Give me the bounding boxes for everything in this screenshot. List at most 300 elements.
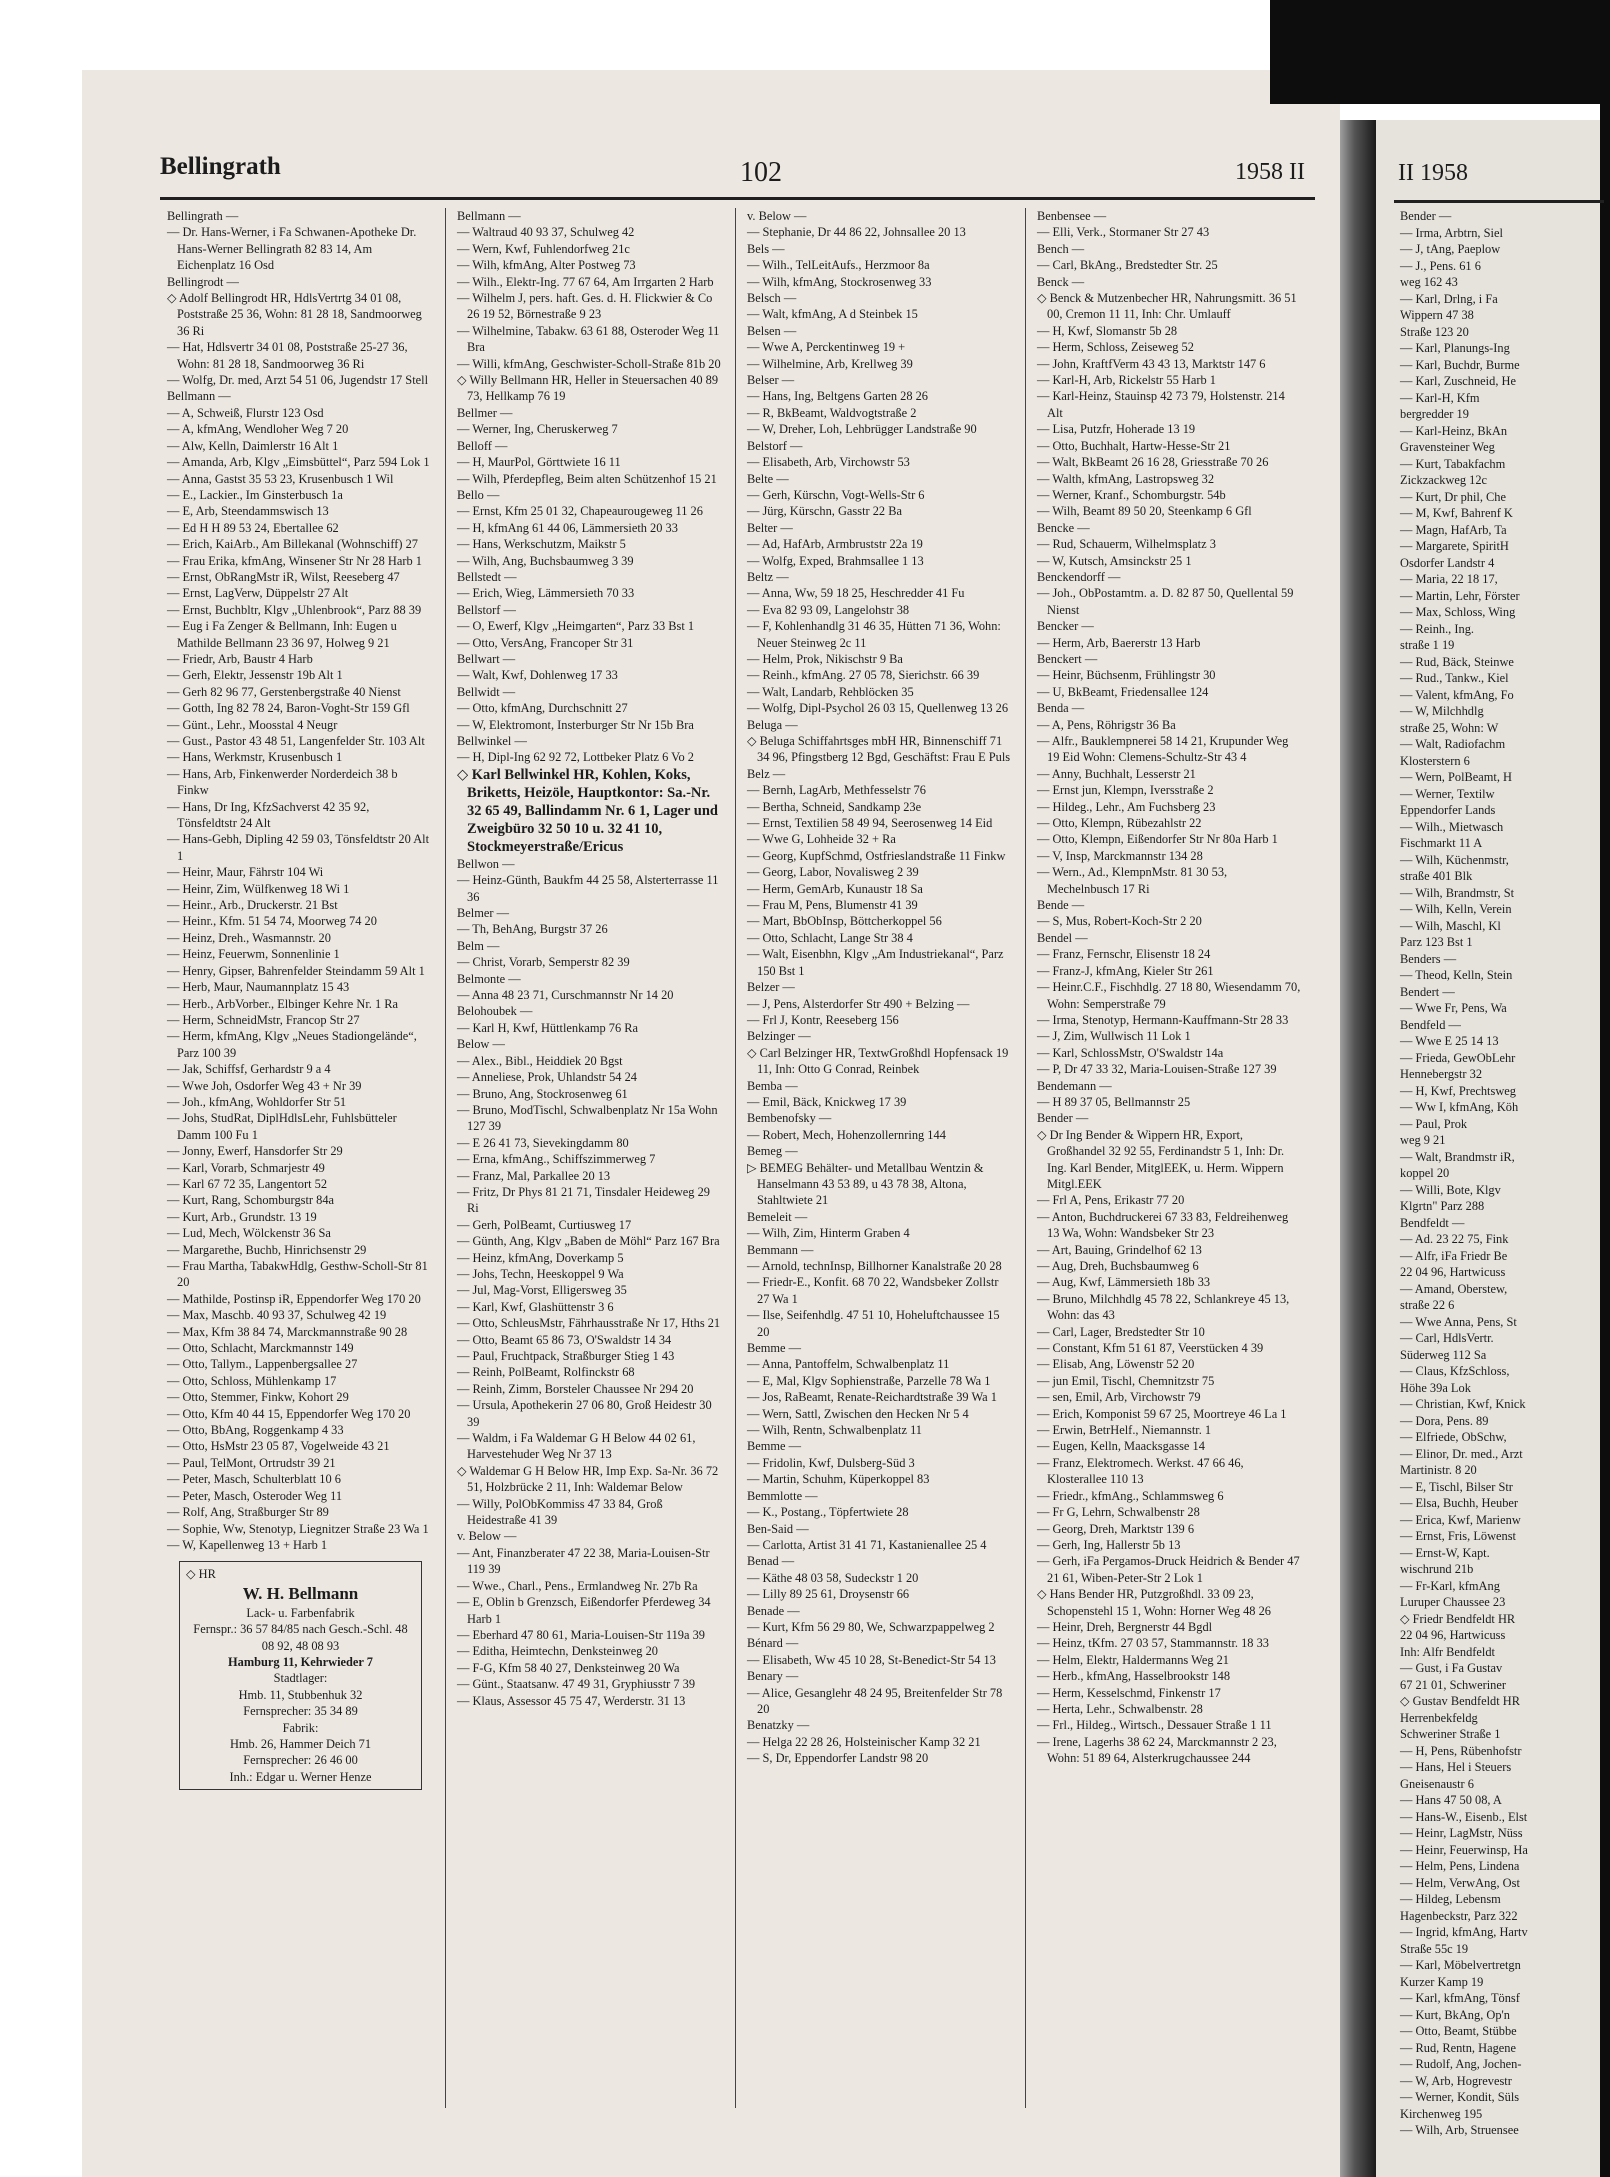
directory-entry: — Walt, Landarb, Rehblöcken 35 <box>747 684 914 699</box>
directory-entry: — Aug, Kwf, Lämmersieth 18b 33 <box>1037 1275 1211 1290</box>
directory-entry: — Otto, Beamt 65 86 73, O'Swaldstr 14 34 <box>457 1332 672 1347</box>
directory-entry: — Karl-H, Kfm <box>1400 390 1480 405</box>
directory-entry: — Hans, Ing, Beltgens Garten 28 26 <box>747 389 929 404</box>
ad-marker: ◇ HR <box>186 1567 216 1582</box>
directory-entry: — Ant, Finanzberater 47 22 38, Maria-Louisen-Str 119 39 <box>457 1545 710 1577</box>
directory-entry: — Arnold, technInsp, Billhorner Kanalstraße 20 28 <box>747 1259 1002 1273</box>
directory-entry: Schweriner Straße 1 <box>1400 1727 1501 1741</box>
directory-entry: — Wern, PolBeamt, H <box>1400 770 1512 784</box>
directory-entry: — Reinh., kfmAng. 27 05 78, Sierichstr. 66 39 <box>747 668 980 683</box>
directory-entry: — Joh., kfmAng, Wohldorfer Str 51 <box>167 1094 347 1109</box>
directory-entry: — Georg, KupfSchmd, Ostfrieslandstraße 11 Finkw <box>747 848 1006 863</box>
directory-entry: — Otto, Schloss, Mühlenkamp 17 <box>167 1373 337 1388</box>
directory-entry: — Heinr, Maur, Fährstr 104 Wi <box>167 865 324 880</box>
column-1 <box>162 208 432 2108</box>
directory-entry: — H 89 37 05, Bellmannstr 25 <box>1037 1094 1191 1109</box>
directory-entry: — Karl, Zuschneid, He <box>1400 374 1516 388</box>
directory-entry: — Otto, Klempn, Rübezahlstr 22 <box>1037 816 1202 831</box>
directory-entry: — Wwe G, Lohheide 32 + Ra <box>747 832 896 847</box>
directory-entry: — Wilh, Rentn, Schwalbenplatz 11 <box>747 1423 923 1438</box>
directory-entry: — Wilh, Pferdepfleg, Beim alten Schützenhof 15 21 <box>457 471 717 486</box>
directory-entry: — Karl 67 72 35, Langentort 52 <box>167 1176 328 1191</box>
directory-entry: — Reinh, Zimm, Borsteler Chaussee Nr 294 20 <box>457 1381 694 1396</box>
directory-entry: Martinistr. 8 20 <box>1400 1463 1477 1477</box>
directory-entry: — Max, Schloss, Wing <box>1400 605 1516 619</box>
directory-entry: — Anna, Ww, 59 18 25, Heschredder 41 Fu <box>747 586 965 601</box>
ad-line: Hamburg 11, Kehrwieder 7 <box>227 1654 373 1669</box>
directory-entry: — Ernst, Buchbltr, Klgv „Uhlenbrook“, Parz 88 39 <box>167 602 422 617</box>
directory-entry: — Irma, Stenotyp, Hermann-Kauffmann-Str 28 33 <box>1037 1012 1289 1027</box>
column-4 <box>1032 208 1302 2108</box>
directory-entry: — Kurt, Kfm 56 29 80, We, Schwarzpappelweg 2 <box>747 1619 995 1634</box>
directory-entry: Höhe 39a Lok <box>1400 1380 1471 1395</box>
directory-entry: — Elfriede, ObSchw, <box>1400 1430 1507 1444</box>
directory-entry: — Wilhelmine, Tabakw. 63 61 88, Osteroder Weg 11 Bra <box>457 323 720 355</box>
directory-entry: — Gerh, Kürschn, Vogt-Wells-Str 6 <box>747 487 925 502</box>
directory-entry: — Rud, Rentn, Hagene <box>1400 2040 1516 2055</box>
directory-entry: — Jürg, Kürschn, Gasstr 22 Ba <box>747 504 902 519</box>
directory-entry: — Constant, Kfm 51 61 87, Veerstücken 4 39 <box>1037 1341 1264 1356</box>
directory-entry: — Ernst, Fris, Löwenst <box>1400 1529 1516 1543</box>
directory-entry: — Otto, Beamt, Stübbe <box>1400 2024 1517 2038</box>
directory-entry: — Heinr, Büchsenm, Frühlingstr 30 <box>1037 668 1216 683</box>
directory-entry: — Ad. 23 22 75, Fink <box>1400 1232 1509 1246</box>
directory-entry: — Werner, Kranf., Schomburgstr. 54b <box>1037 487 1226 502</box>
directory-entry: Luruper Chaussee 23 <box>1400 1595 1506 1609</box>
ad-line: Fernspr.: 36 57 84/85 nach Gesch.-Schl. 48 08 92, 48 08 93 <box>193 1622 408 1653</box>
directory-entry: — Peter, Masch, Osteroder Weg 11 <box>167 1488 343 1503</box>
directory-entry: — Frau M, Pens, Blumenstr 41 39 <box>747 898 918 913</box>
surname-heading: Bencke — <box>1037 520 1090 535</box>
directory-entry: — Frl., Hildeg., Wirtsch., Dessauer Straße 1 11 <box>1037 1718 1272 1733</box>
surname-heading: Bemeg — <box>747 1144 798 1159</box>
directory-entry: — Karl, Drlng, i Fa <box>1400 291 1498 306</box>
surname-heading: Benad — <box>747 1554 795 1569</box>
directory-entry: — Wilh, Beamt 89 50 20, Steenkamp 6 Gfl <box>1037 504 1252 519</box>
directory-entry: — Walt, Kwf, Dohlenweg 17 33 <box>457 668 618 683</box>
directory-entry: — Frl A, Pens, Erikastr 77 20 <box>1037 1193 1185 1208</box>
directory-entry: — Wilh, Küchenmstr, <box>1400 852 1509 867</box>
running-head-right: 1958 II <box>1235 159 1305 185</box>
directory-entry: 22 04 96, Hartwicuss <box>1400 1628 1506 1642</box>
surname-heading: Belte — <box>747 471 789 486</box>
directory-entry: straße 1 19 <box>1400 638 1455 652</box>
surname-heading: Belsen — <box>747 323 797 338</box>
directory-entry: straße 25, Wohn: W <box>1400 720 1499 735</box>
directory-entry: — Fr-Karl, kfmAng <box>1400 1578 1500 1593</box>
directory-entry: — Karl, Planungs-Ing <box>1400 341 1510 355</box>
directory-entry: — Hans, Werkschutzm, Maikstr 5 <box>457 537 626 552</box>
directory-entry: — Otto, Schlacht, Lange Str 38 4 <box>747 930 913 945</box>
directory-entry: — Herm, Kesselschmd, Finkenstr 17 <box>1037 1685 1221 1700</box>
directory-entry: — Heinz, kfmAng, Doverkamp 5 <box>457 1250 624 1265</box>
directory-entry: — Karl, kfmAng, Tönsf <box>1400 1991 1520 2005</box>
directory-entry: — Wwe Fr, Pens, Wa <box>1400 1001 1507 1015</box>
directory-entry: — Joh., ObPostamtm. a. D. 82 87 50, Quellental 59 Nienst <box>1037 586 1294 617</box>
directory-entry: — Frl J, Kontr, Reeseberg 156 <box>747 1012 899 1027</box>
directory-entry: — Maria, 22 18 17, <box>1400 572 1498 586</box>
directory-entry: — Jul, Mag-Vorst, Elligersweg 35 <box>457 1283 627 1298</box>
directory-entry: — Christian, Kwf, Knick <box>1400 1397 1526 1411</box>
surname-heading: Bello — <box>457 487 500 502</box>
directory-entry: — Kurt, Rang, Schomburgstr 84a <box>167 1193 335 1208</box>
directory-entry: — Paul, Prok <box>1400 1116 1468 1131</box>
directory-entry: — Wwe Anna, Pens, St <box>1400 1314 1517 1329</box>
directory-entry: — sen, Emil, Arb, Virchowstr 79 <box>1037 1390 1201 1405</box>
directory-entry: — Bertha, Schneid, Sandkamp 23e <box>747 799 922 814</box>
directory-entry: — Ernst, Kfm 25 01 32, Chapeaurougeweg 11 26 <box>457 504 703 519</box>
directory-entry: weg 162 43 <box>1400 275 1458 289</box>
directory-entry: — Kurt, Dr phil, Che <box>1400 489 1506 504</box>
directory-entry: Eppendorfer Lands <box>1400 803 1496 817</box>
directory-entry: — Lisa, Putzfr, Hoherade 13 19 <box>1037 422 1196 437</box>
directory-entry: — V, Insp, Marckmannstr 134 28 <box>1037 848 1203 863</box>
surname-heading: Bembenofsky — <box>747 1111 832 1126</box>
directory-entry: — Carl, Lager, Bredstedter Str 10 <box>1037 1324 1205 1339</box>
directory-entry: — Hans 47 50 08, A <box>1400 1793 1502 1807</box>
directory-entry: — Heinz, Feuerwm, Sonnenlinie 1 <box>167 947 340 962</box>
directory-entry: ◇ Friedr Bendfeldt HR <box>1400 1611 1516 1626</box>
directory-entry: — Wilhelmine, Arb, Krellweg 39 <box>747 356 913 371</box>
directory-entry: — Wilh, Ang, Buchsbaumweg 3 39 <box>457 553 634 568</box>
directory-entry: — Bruno, ModTischl, Schwalbenplatz Nr 15a Wohn 127 39 <box>457 1102 718 1134</box>
surname-heading: Beltz — <box>747 569 789 584</box>
directory-entry: — Heinr., Arb., Druckerstr. 21 Bst <box>167 898 338 913</box>
directory-entry: — Ernst, LagVerw, Düppelstr 27 Alt <box>167 586 349 601</box>
directory-entry: — Herta, Lehr., Schwalbenstr. 28 <box>1037 1701 1203 1716</box>
directory-entry: — Hans, Hel i Steuers <box>1400 1760 1512 1774</box>
column-divider <box>445 208 446 2108</box>
directory-entry: — Christ, Vorarb, Semperstr 82 39 <box>457 955 630 970</box>
directory-entry: — J., Pens. 61 6 <box>1400 258 1481 273</box>
column-3 <box>742 208 1012 2108</box>
directory-entry: — Carl, HdlsVertr. <box>1400 1331 1494 1345</box>
directory-entry: — Magn, HafArb, Ta <box>1400 522 1507 537</box>
directory-entry: ◇ Benck & Mutzenbecher HR, Nahrungsmitt. 36 51 00, Cremon 11 11, Inh: Chr. Umlauff <box>1037 291 1297 322</box>
directory-entry: — Rudolf, Ang, Jochen- <box>1400 2057 1522 2071</box>
directory-entry: koppel 20 <box>1400 1166 1450 1180</box>
surname-heading: Belter — <box>747 520 793 535</box>
directory-entry: — E, Arb, Steendammswisch 13 <box>167 504 329 519</box>
directory-entry: — Wilh, Brandmstr, St <box>1400 885 1515 900</box>
directory-entry: Hennebergstr 32 <box>1400 1067 1483 1081</box>
directory-entry: — Bruno, Milchhdlg 45 78 22, Schlankreye 45 13, Wohn: das 43 <box>1037 1291 1290 1323</box>
directory-entry: — Bernh, LagArb, Methfesselstr 76 <box>747 783 926 798</box>
directory-entry: — Erich, KaiArb., Am Billekanal (Wohnschiff) 27 <box>167 537 419 552</box>
directory-entry: — Wilh., Elektr-Ing. 77 67 64, Am Irrgarten 2 Harb <box>457 274 714 289</box>
directory-entry: — Kurt, Arb., Grundstr. 13 19 <box>167 1209 317 1224</box>
surname-heading: Bendert — <box>1400 984 1455 999</box>
directory-entry: — S, Dr, Eppendorfer Landstr 98 20 <box>747 1751 929 1766</box>
surname-heading: Bellwart — <box>457 651 516 666</box>
directory-entry: — K., Postang., Töpfertwiete 28 <box>747 1505 909 1520</box>
directory-entry: — H, Kwf, Prechtsweg <box>1400 1083 1516 1098</box>
surname-heading: Bemmann — <box>747 1242 814 1257</box>
surname-heading: Ben-Said — <box>747 1521 809 1536</box>
directory-entry: — W, Arb, Hogrevestr <box>1400 2073 1512 2088</box>
directory-entry: — Anton, Buchdruckerei 67 33 83, Feldreihenweg 13 Wa, Wohn: Wandsbeker Str 23 <box>1037 1209 1289 1241</box>
directory-entry: — Wolfg, Exped, Brahmsallee 1 13 <box>747 553 924 568</box>
directory-entry: — Hans, Dr Ing, KfzSachverst 42 35 92, Tönsfeldtstr 24 Alt <box>167 799 370 831</box>
directory-entry: — Ed H H 89 53 24, Ebertallee 62 <box>167 520 339 535</box>
surname-heading: Bellmer — <box>457 405 513 420</box>
directory-entry: — Dora, Pens. 89 <box>1400 1413 1489 1428</box>
directory-entry: Hagenbeckstr, Parz 322 <box>1400 1908 1518 1923</box>
directory-entry: — Wilh, Kelln, Verein <box>1400 902 1512 916</box>
directory-entry: — Erica, Kwf, Marienw <box>1400 1512 1521 1527</box>
directory-entry: straße 22 6 <box>1400 1298 1455 1312</box>
surname-heading: Bellwinkel — <box>457 734 527 748</box>
directory-entry: — Heinr, Feuerwinsp, Ha <box>1400 1842 1528 1857</box>
directory-entry: ◇ Karl Bellwinkel HR, Kohlen, Koks, Briketts, Heizöle, Hauptkontor: Sa.-Nr. 32 65 49, Ballindamm Nr. 6 1, Lager und Zweigbüro 32 50 10 u. 32 41 10, Stockmeyerstraße/Ericus <box>457 766 718 855</box>
directory-entry: — Gotth, Ing 82 78 24, Baron-Voght-Str 159 Gfl <box>167 701 410 716</box>
directory-entry: — Karl-Heinz, BkAn <box>1400 423 1508 438</box>
directory-entry: — J, Pens, Alsterdorfer Str 490 + Belzing — <box>747 996 970 1011</box>
surname-heading: Bellingrodt — <box>167 274 239 289</box>
directory-entry: — Gerh, Ing, Hallerstr 5b 13 <box>1037 1537 1181 1552</box>
directory-entry: 67 21 01, Schweriner <box>1400 1677 1506 1692</box>
directory-entry: — S, Mus, Robert-Koch-Str 2 20 <box>1037 914 1202 929</box>
directory-entry: — Fr G, Lehrn, Schwalbenstr 28 <box>1037 1505 1200 1520</box>
directory-entry: — Frieda, GewObLehr <box>1400 1050 1516 1065</box>
directory-entry: Kirchenweg 195 <box>1400 2106 1483 2121</box>
directory-entry: — Wwe A, Perckentinweg 19 + <box>747 340 906 355</box>
directory-entry: — Helm, VerwAng, Ost <box>1400 1875 1520 1890</box>
directory-entry: — Gerh 82 96 77, Gerstenbergstraße 40 Nienst <box>167 684 401 699</box>
page-header <box>160 145 1315 200</box>
directory-entry: — Eva 82 93 09, Langelohstr 38 <box>747 602 910 617</box>
directory-entry: Parz 123 Bst 1 <box>1400 935 1473 949</box>
directory-entry: — Rud., Tankw., Kiel <box>1400 671 1509 685</box>
column-divider <box>1025 208 1026 2108</box>
directory-entry: Straße 123 20 <box>1400 324 1469 339</box>
directory-entry: — A, kfmAng, Wendloher Weg 7 20 <box>167 422 349 437</box>
surname-heading: Benders — <box>1400 951 1457 966</box>
directory-entry: Süderweg 112 Sa <box>1400 1347 1487 1362</box>
directory-entry: ◇ Waldemar G H Below HR, Imp Exp. Sa-Nr. 36 72 51, Holzbrücke 2 11, Inh: Waldemar Below <box>457 1463 719 1495</box>
directory-entry: — Hans-W., Eisenb., Elst <box>1400 1809 1528 1824</box>
directory-entry: — Alfr, iFa Friedr Be <box>1400 1248 1508 1263</box>
directory-entry: — Ww I, kfmAng, Köh <box>1400 1100 1519 1114</box>
directory-entry: — Frau Martha, TabakwHdlg, Gesthw-Scholl-Str 81 20 <box>167 1259 428 1290</box>
directory-entry: — Wwe E 25 14 13 <box>1400 1034 1499 1048</box>
directory-entry: — W, Kutsch, Amsinckstr 25 1 <box>1037 553 1192 568</box>
directory-entry: — Hans, Arb, Finkenwerder Norderdeich 38 b Finkw <box>167 766 398 798</box>
running-head-left: Bellingrath <box>160 153 281 180</box>
directory-entry: — Erich, Komponist 59 67 25, Moortreye 46 La 1 <box>1037 1406 1287 1421</box>
directory-entry: — U, BkBeamt, Friedensallee 124 <box>1037 684 1209 699</box>
directory-entry: — Amanda, Arb, Klgv „Eimsbüttel“, Parz 594 Lok 1 <box>167 455 430 470</box>
surname-heading: Bemeleit — <box>747 1209 808 1224</box>
directory-entry: — Wilh., TelLeitAufs., Herzmoor 8a <box>747 258 930 273</box>
directory-entry: — Stephanie, Dr 44 86 22, Johnsallee 20 13 <box>747 225 966 240</box>
directory-entry: — Herm, Schloss, Zeiseweg 52 <box>1037 340 1194 355</box>
surname-heading: Bénard — <box>747 1636 799 1651</box>
directory-entry: — F, Kohlenhandlg 31 46 35, Hütten 71 36, Wohn: Neuer Steinweg 2c 11 <box>747 619 1001 650</box>
surname-heading: Belmer — <box>457 906 509 921</box>
directory-entry: — Friedr, Arb, Baustr 4 Harb <box>167 651 313 666</box>
directory-entry: — Wolfg, Dipl-Psychol 26 03 15, Quellenweg 13 26 <box>747 701 1009 716</box>
directory-entry: — Waldm, i Fa Waldemar G H Below 44 02 61, Harvestehuder Weg Nr 37 13 <box>457 1431 696 1462</box>
directory-entry: Fischmarkt 11 A <box>1400 836 1483 850</box>
directory-entry: — Gust, i Fa Gustav <box>1400 1661 1503 1675</box>
directory-entry: — Herb, Maur, Naumannplatz 15 43 <box>167 980 350 995</box>
directory-entry: — W, Elektromont, Insterburger Str Nr 15b Bra <box>457 717 694 732</box>
directory-entry: — Irene, Lagerhs 38 62 24, Marckmannstr 2 23, Wohn: 51 89 64, Alsterkrugchaussee 244 <box>1037 1734 1277 1766</box>
directory-entry: — Günth, Ang, Klgv „Baben de Möhl“ Parz 167 Bra <box>457 1234 720 1249</box>
directory-entry: — Ernst-W, Kapt. <box>1400 1545 1490 1560</box>
directory-entry: — Wilh., Mietwasch <box>1400 819 1504 834</box>
directory-entry: — Elisabeth, Arb, Virchowstr 53 <box>747 455 910 470</box>
directory-entry: — Mathilde, Postinsp iR, Eppendorfer Weg 170 20 <box>167 1291 421 1306</box>
directory-entry: — H, Kwf, Slomanstr 5b 28 <box>1037 323 1178 338</box>
directory-entry: — H, MaurPol, Görttwiete 16 11 <box>457 455 621 470</box>
ad-line: Fabrik: <box>282 1720 319 1735</box>
ad-line: Hmb. 26, Hammer Deich 71 <box>229 1736 372 1751</box>
surname-heading: Benade — <box>747 1603 800 1618</box>
surname-heading: Belmonte — <box>457 971 521 986</box>
directory-entry: — Karl, SchlossMstr, O'Swaldstr 14a <box>1037 1045 1224 1060</box>
directory-entry: — Karl H, Kwf, Hüttlenkamp 76 Ra <box>457 1020 639 1035</box>
surname-heading: Bellstorf — <box>457 602 516 617</box>
directory-entry: — Walt, kfmAng, A d Steinbek 15 <box>747 307 918 322</box>
directory-entry: — Werner, Kondit, Süls <box>1400 2090 1520 2104</box>
directory-entry: — Ilse, Seifenhdlg. 47 51 10, Hoheluftchaussee 15 20 <box>747 1308 1000 1339</box>
next-page-header-rule <box>1394 200 1604 203</box>
directory-entry: 22 04 96, Hartwicuss <box>1400 1265 1506 1279</box>
directory-entry: — Herm, SchneidMstr, Francop Str 27 <box>167 1012 360 1027</box>
directory-entry: — Walt, BkBeamt 26 16 28, Griesstraße 70 26 <box>1037 455 1269 470</box>
directory-entry: — Johs, StudRat, DiplHdlsLehr, Fuhlsbütteler Damm 100 Fu 1 <box>167 1111 397 1142</box>
directory-entry: — Martin, Schuhm, Küperkoppel 83 <box>747 1472 930 1487</box>
directory-entry: — Anneliese, Prok, Uhlandstr 54 24 <box>457 1070 637 1085</box>
directory-entry: — Paul, Fruchtpack, Straßburger Stieg 1 43 <box>457 1349 675 1363</box>
directory-entry: — Alice, Gesanglehr 48 24 95, Breitenfelder Str 78 20 <box>747 1685 1003 1716</box>
surname-heading: Bender — <box>1400 209 1452 223</box>
surname-heading: Bemme — <box>747 1341 802 1356</box>
surname-heading: Belz — <box>747 766 786 781</box>
directory-entry: — Otto, SchleusMstr, Fährhausstraße Nr 17, Hths 21 <box>457 1316 721 1331</box>
directory-entry: — Werner, Ing, Cheruskerweg 7 <box>457 422 618 437</box>
directory-entry: — Bruno, Ang, Stockrosenweg 61 <box>457 1086 628 1101</box>
directory-entry: — Herb., kfmAng, Hasselbrookstr 148 <box>1037 1669 1231 1684</box>
directory-entry: — Franz, Elektromech. Werkst. 47 66 46, Klosterallee 110 13 <box>1037 1455 1244 1487</box>
directory-entry: — H, kfmAng 61 44 06, Lämmersieth 20 33 <box>457 520 678 535</box>
directory-entry: — Lud, Mech, Wölckenstr 36 Sa <box>167 1226 331 1241</box>
directory-entry: Klosterstern 6 <box>1400 753 1470 768</box>
directory-entry: — Art, Bauing, Grindelhof 62 13 <box>1037 1242 1202 1257</box>
directory-entry: — Käthe 48 03 58, Sudeckstr 1 20 <box>747 1570 919 1585</box>
directory-entry: — John, KraftfVerm 43 43 13, Marktstr 147 6 <box>1037 356 1266 371</box>
directory-entry: — Wilh, Maschl, Kl <box>1400 918 1501 933</box>
directory-entry: — Anna, Gastst 35 53 23, Krusenbusch 1 Wil <box>167 471 394 486</box>
directory-entry: — Franz-J, kfmAng, Kieler Str 261 <box>1037 963 1214 978</box>
directory-entry: — Reinh, PolBeamt, Rolfinckstr 68 <box>457 1365 635 1380</box>
directory-entry: — Ernst, Textilien 58 49 94, Seerosenweg 14 Eid <box>747 816 993 831</box>
directory-entry: — Heinr, Dreh, Bergnerstr 44 Bgdl <box>1037 1619 1213 1634</box>
scan-dark-corner <box>1270 0 1600 104</box>
next-page-column <box>1400 208 1610 2137</box>
directory-entry: — Walth, kfmAng, Lastropsweg 32 <box>1037 471 1215 486</box>
surname-heading: Belser — <box>747 373 795 388</box>
surname-heading: Belohoubek — <box>457 1004 533 1019</box>
surname-heading: Benck — <box>1037 274 1085 289</box>
surname-heading: Bendemann — <box>1037 1078 1112 1093</box>
directory-entry: — Günt., Lehr., Moosstal 4 Neugr <box>167 717 338 732</box>
directory-entry: — Gust., Pastor 43 48 51, Langenfelder Str. 103 Alt <box>167 734 425 748</box>
directory-entry: — Fridolin, Kwf, Dulsberg-Süd 3 <box>747 1455 915 1470</box>
directory-entry: — Kurt, Tabakfachm <box>1400 456 1506 471</box>
directory-entry: — Erich, Wieg, Lämmersieth 70 33 <box>457 586 635 601</box>
directory-entry: — Ingrid, kfmAng, Hartv <box>1400 1925 1528 1939</box>
surname-heading: Below — <box>457 1037 505 1052</box>
directory-entry: — Jonny, Ewerf, Hansdorfer Str 29 <box>167 1144 343 1159</box>
directory-entry: — Klaus, Assessor 45 75 47, Werderstr. 31 13 <box>457 1693 686 1708</box>
directory-entry: — Herm, kfmAng, Klgv „Neues Stadiongelände“, Parz 100 39 <box>167 1029 417 1060</box>
directory-entry: — Erna, kfmAng., Schiffszimmerweg 7 <box>457 1152 656 1167</box>
directory-entry: ◇ Beluga Schiffahrtsges mbH HR, Binnenschiff 71 34 96, Pfingstberg 12 Bgd, Geschäftst: Frau E Puls <box>747 734 1011 765</box>
directory-entry: Osdorfer Landstr 4 <box>1400 555 1495 570</box>
directory-entry: — Friedr-E., Konfit. 68 70 22, Wandsbeker Zollstr 27 Wa 1 <box>747 1275 999 1306</box>
surname-heading: Belsch — <box>747 291 797 306</box>
directory-entry: — Franz, Mal, Parkallee 20 13 <box>457 1168 611 1183</box>
surname-heading: Bellmann — <box>457 209 521 223</box>
directory-entry: — Rud, Schauerm, Wilhelmsplatz 3 <box>1037 537 1216 552</box>
directory-entry: — Willi, kfmAng, Geschwister-Scholl-Straße 81b 20 <box>457 356 721 371</box>
ad-line: Hmb. 11, Stubbenhuk 32 <box>238 1687 363 1702</box>
next-page-title: II 1958 <box>1398 160 1468 186</box>
surname-heading: Belzer — <box>747 980 795 995</box>
directory-entry: — O, Ewerf, Klgv „Heimgarten“, Parz 33 Bst 1 <box>457 619 695 634</box>
directory-entry: — Alex., Bibl., Heiddiek 20 Bgst <box>457 1053 623 1068</box>
surname-heading: Bench — <box>1037 241 1085 256</box>
directory-entry: — Lilly 89 25 61, Droysenstr 66 <box>747 1587 910 1602</box>
directory-entry: — Anny, Buchhalt, Lesserstr 21 <box>1037 766 1196 781</box>
directory-entry: — Karl, Kwf, Glashüttenstr 3 6 <box>457 1299 614 1314</box>
directory-entry: — Anna, Pantoffelm, Schwalbenplatz 11 <box>747 1357 950 1372</box>
directory-entry: — Georg, Labor, Novalisweg 2 39 <box>747 865 919 880</box>
column-divider <box>735 208 736 2108</box>
ad-title: W. H. Bellmann <box>242 1583 359 1603</box>
directory-entry: — Eug i Fa Zenger & Bellmann, Inh: Eugen u Mathilde Bellmann 23 36 97, Holweg 9 21 <box>167 619 397 650</box>
surname-heading: Bellmann — <box>167 389 231 404</box>
directory-columns <box>162 208 1317 2108</box>
directory-entry: — Wilh, Arb, Struensee <box>1400 2123 1519 2137</box>
directory-entry: — Max, Maschb. 40 93 37, Schulweg 42 19 <box>167 1308 387 1323</box>
surname-heading: Bencker — <box>1037 619 1094 634</box>
directory-entry: — R, BkBeamt, Waldvogtstraße 2 <box>747 405 917 420</box>
directory-entry: ◇ Hans Bender HR, Putzgroßhdl. 33 09 23, Schopenstehl 15 1, Wohn: Horner Weg 48 26 <box>1037 1587 1271 1618</box>
directory-entry: — Theod, Kelln, Stein <box>1400 968 1513 982</box>
directory-entry: weg 9 21 <box>1400 1133 1446 1147</box>
directory-entry: — Karl, Vorarb, Schmarjestr 49 <box>167 1160 325 1175</box>
directory-entry: — Herm, GemArb, Kunaustr 18 Sa <box>747 881 923 896</box>
surname-heading: Bels — <box>747 241 785 256</box>
directory-entry: — E, Tischl, Bilser Str <box>1400 1479 1513 1494</box>
directory-entry: — Rolf, Ang, Straßburger Str 89 <box>167 1505 329 1520</box>
directory-entry: — Johs, Techn, Heeskoppel 9 Wa <box>457 1266 624 1281</box>
directory-entry: — Ad, HafArb, Armbruststr 22a 19 <box>747 537 923 552</box>
directory-entry: — Hat, Hdlsvertr 34 01 08, Poststraße 25-27 36, Wohn: 81 28 18, Sandmoorweg 36 Ri <box>167 340 408 371</box>
surname-heading: Benda — <box>1037 701 1085 716</box>
directory-entry: — Otto, HsMstr 23 05 87, Vogelweide 43 21 <box>167 1439 390 1454</box>
directory-entry: — Karl, Buchdr, Burme <box>1400 357 1520 372</box>
directory-entry: — J, tAng, Paeplow <box>1400 242 1501 256</box>
directory-entry: — Irma, Arbtrn, Siel <box>1400 225 1503 240</box>
directory-entry: ◇ Adolf Bellingrodt HR, HdlsVertrtg 34 01 08, Poststraße 25 36, Wohn: 81 28 18, Sandmoorweg 36 Ri <box>167 291 422 338</box>
directory-entry: — J, Zim, Wullwisch 11 Lok 1 <box>1037 1029 1191 1044</box>
directory-entry: — Helm, Prok, Nikischstr 9 Ba <box>747 651 903 666</box>
